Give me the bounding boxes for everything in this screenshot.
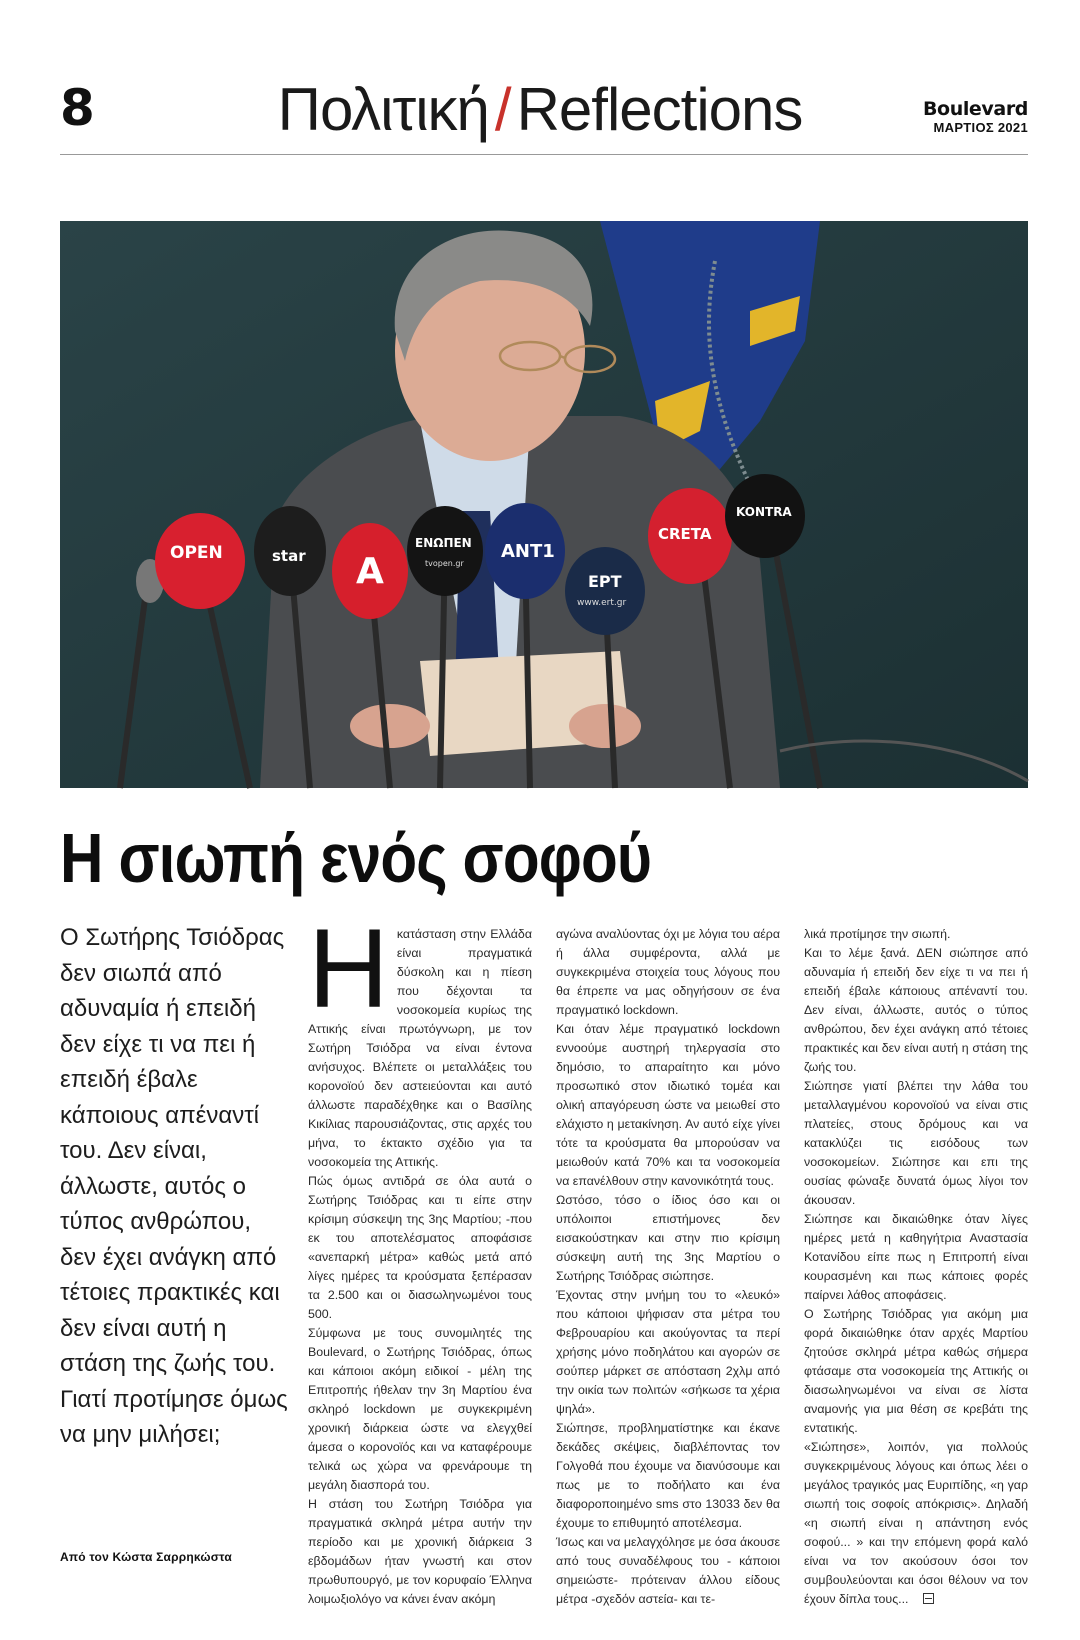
end-of-article-icon <box>923 1593 934 1604</box>
mic-label-enopen: ΕΝΩΠΕΝ <box>415 536 472 550</box>
section-separator: / <box>494 76 511 143</box>
paragraph: κατάσταση στην Ελλάδα είναι πραγματικά δύσκολη και η πίεση που δέχονται τα νοσοκομεία κυρίως της Αττικής είναι πρωτόγνωρη, με τον Σωτήρη Τσιόδρα να είναι έντονα ανήσυχος. Βλέπετε οι μεταλλάξεις του κορονοϊού δεν αστειεύονται και αυτό άλλωστε παραδέχθηκε και ο Βασίλης Κικίλιας παρουσιάζοντας, στις αρχές του μήνα, το έκτακτο σχέδιο για τα νοσοκομεία της Αττικής. <box>308 927 532 1169</box>
press-conference-illustration <box>60 221 1028 788</box>
header-divider <box>60 154 1028 155</box>
paragraph: Σιώπησε, προβληματίστηκε και έκανε δεκάδες σκέψεις, διαβλέποντας τον Γολγοθά που έχουμε να διανύσουμε και πως με το ποδήλατο και ένα διαφοροποιημένο sms στο 13033 δεν θα έχουμε το επιθυμητό αποτέλεσμα. <box>556 1421 780 1530</box>
paragraph: «Σιώπησε», λοιπόν, για πολλούς συγκεκριμένους λόγους και όπως λέει ο μεγάλος τραγικός μας Ευριπίδης, «η γαρ σιωπή τοις σοφοίς απόκρισις». Δηλαδή «η σιωπή είναι η απάντηση ενός σοφού... » και την επόμενη φορά καλό είναι να τον ακούσουν όσοι τον συμβουλεύονται και όσοι θέλουν να τον έχουν δίπλα τους... <box>804 1440 1028 1606</box>
mic-label-star: star <box>272 547 306 565</box>
masthead-block <box>923 98 1028 136</box>
brand-logo: Boulevard <box>922 98 1028 120</box>
mic-label-open: OPEN <box>170 543 223 563</box>
mic-label-ant1: ANT1 <box>501 541 555 562</box>
paragraph: Η στάση του Σωτήρη Τσιόδρα για πραγματικά σκληρά μέτρα αυτήν την περίοδο και με χρονική διάρκεια 3 εβδομάδων ήταν γνωστή και στον πρωθυπουργό, με τον κορυφαίο Έλληνα λοιμωξιολόγο να κάνει έναν ακόμη <box>308 1497 532 1606</box>
body-column-3 <box>804 925 1028 1606</box>
section-header <box>0 78 1080 142</box>
body-column-2 <box>556 925 780 1606</box>
paragraph: Σιώπησε γιατί βλέπει την λάθα του μεταλλαγμένου κορονοϊού να είναι στις πλατείες, στους δρόμους και να κατακλύζει τις εισόδους των νοσοκομείων. Σιώπησε και επι της ουσίας φώναξε δυνατά όμως λίγοι τον άκουσαν. <box>804 1079 1028 1207</box>
paragraph: αγώνα αναλύοντας όχι με λόγια του αέρα ή άλλα συμφέροντα, αλλά με συγκεκριμένα στοιχεία τους λόγους που θα έπρεπε να μας οδηγήσουν σε ένα πραγματικό lockdown. <box>556 927 780 1017</box>
mic-label-ert: ΕΡΤ <box>588 572 622 591</box>
microphone-enopen-icon <box>407 506 483 596</box>
paragraph: Έχοντας στην μνήμη του το «λευκό» που κάποιοι ψήφισαν στα μέτρα του Φεβρουαρίου και ακούγοντας τα περί χρήσης μόνο ποδηλάτου και αγορών σε σούπερ μάρκετ σε απόσταση 2χλμ από την οικία των πολιτών «σήκωσε τα χέρια ψηλά». <box>556 1288 780 1416</box>
microphone-ert-icon <box>565 547 645 635</box>
mic-label-alpha: Α <box>356 551 384 592</box>
paragraph: Ωστόσο, τόσο ο ίδιος όσο και οι υπόλοιποι επιστήμονες δεν εισακούστηκαν και στην πιο κρίσιμη σύσκεψη αυτή της 3ης Μαρτίου ο Σωτήρης Τσιόδρας σιώπησε. <box>556 1193 780 1283</box>
paragraph: Και το λέμε ξανά. ΔΕΝ σιώπησε από αδυναμία ή επειδή δεν είχε τι να πει ή επειδή έβαλε κάποιους απέναντί του. Δεν είναι, άλλωστε, αυτός ο τύπος ανθρώπου, δεν έχει ανάγκη από τέτοιες πρακτικές και δεν είναι αυτή η στάση της ζωής του. <box>804 946 1028 1074</box>
mic-label-creta: CRETA <box>658 525 712 543</box>
mic-label-kontra: KONTRA <box>736 505 792 519</box>
paragraph: Και όταν λέμε πραγματικό lockdown εννοούμε αυστηρή τηλεργασία στο δημόσιο, το απαραίτητο και μόνο προσωπικό στον ιδιωτικό τομέα και ολική απαγόρευση ώστε να μειωθεί στο ελάχιστο η μετακίνηση. Αν αυτό είχε γίνει τότε τα κρούσματα θα μπορούσαν να μειωθούν κατά 70% και τα νοσοκομεία να επανέλθουν στην κανονικότητά τους. <box>556 1022 780 1188</box>
article-headline: Η σιωπή ενός σοφού <box>60 819 652 897</box>
paragraph: λικά προτίμησε την σιωπή. <box>804 927 951 941</box>
body-column-1 <box>308 906 532 1606</box>
paragraph-final <box>804 1438 1028 1609</box>
section-title-greek: Πολιτική <box>277 76 489 143</box>
article-byline: Από τον Κώστα Σαρρηκώστα <box>60 1550 232 1564</box>
paragraph: Ίσως και να μελαγχόλησε με όσα άκουσε από τους συναδέλφους του - κάποιοι σημειώστε- πρότειναν άλλου είδους μέτρα -σχεδόν αστεία- και τε- <box>556 1535 780 1606</box>
section-title-english: Reflections <box>516 76 803 143</box>
article-lede: Ο Σωτήρης Τσιόδρας δεν σιωπά από αδυναμία ή επειδή δεν είχε τι να πει ή επειδή έβαλε κάποιους απέναντί του. Δεν είναι, άλλωστε, αυτός ο τύπος ανθρώπου, δεν έχει ανάγκη από τέτοιες πρακτικές και δεν είναι αυτή η στάση της ζωής του. Γιατί προτίμησε όμως να μην μιλήσει; <box>60 924 288 1448</box>
drop-cap: Η <box>308 906 389 1031</box>
page-number: 8 <box>60 79 95 137</box>
mic-sublabel-tvopen: tvopen.gr <box>425 559 464 568</box>
paragraph: Πώς όμως αντιδρά σε όλα αυτά ο Σωτήρης Τσιόδρας και τι είπε στην κρίσιμη σύσκεψη της 3ης Μαρτίου; -που εκ του αποτελέσματος αποφάσισε «ανεπαρκή μέτρα» καθώς μετά από λίγες ημέρες τα κρούσματα ξεπέρασαν τα 2.500 και οι διασωληνωμένοι τους 500. <box>308 1174 532 1321</box>
paragraph: Σύμφωνα με τους συνομιλητές της Boulevard, ο Σωτήρης Τσιόδρας, όπως και κάποιοι ακόμη ειδικοί - μέλη της Επιτροπής ήθελαν την 3η Μαρτίου ένα σκληρό lockdown με συγκεκριμένη χρονική διάρκεια ώστε να ελεγχθεί άμεσα ο κορονοϊός και να καταφέρουμε τελικά ως χώρα να φρενάρουμε τη μεγάλη διασπορά του. <box>308 1326 532 1492</box>
press-conference-photo <box>60 221 1028 788</box>
mic-sublabel-ert: www.ert.gr <box>577 598 627 608</box>
paragraph: Ο Σωτήρης Τσιόδρας για ακόμη μια φορά δικαιώθηκε όταν αρχές Μαρτίου ζητούσε σκληρά μέτρα καθώς σήμερα φτάσαμε στα νοσοκομεία της Αττικής οι διασωληνωμένοι να είναι σε λίστα αναμονής για μια θέση σε κρεβάτι της εντατικής. <box>804 1307 1028 1435</box>
paragraph: Σιώπησε και δικαιώθηκε όταν λίγες ημέρες μετά η καθηγήτρια Αναστασία Κοτανίδου είπε πως η Επιτροπή είναι κουρασμένη και πως κάποιες φορές παίρνει λάθος αποφάσεις. <box>804 1212 1028 1302</box>
issue-date: ΜΑΡΤΙΟΣ 2021 <box>933 120 1028 135</box>
